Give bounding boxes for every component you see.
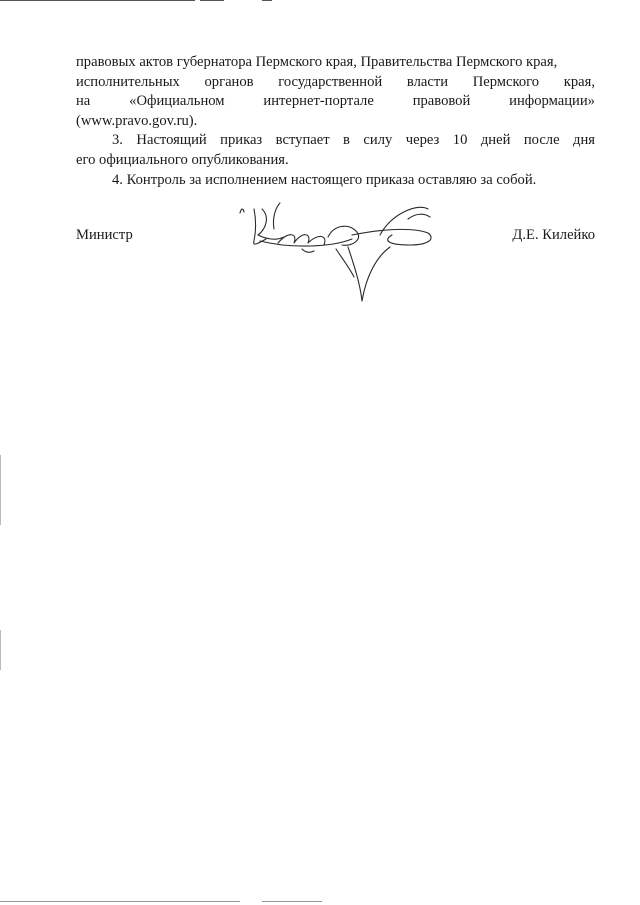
scan-artifact-top: [262, 0, 272, 1]
scan-artifact-top: [200, 0, 224, 1]
paragraph-item-4: 4. Контроль за исполнением настоящего приказа оставляю за собой.: [112, 171, 537, 188]
handwritten-signature: [232, 195, 442, 305]
word: «Официальном: [129, 93, 225, 110]
word: органов: [204, 73, 254, 90]
paragraph-item-3-line1: 3. Настоящий приказ вступает в силу через 10 дней после дня: [112, 132, 595, 149]
signatory-name: Д.Е. Килейко: [512, 227, 595, 243]
scan-artifact-bottom: [262, 901, 322, 902]
word: власти: [406, 73, 449, 90]
word: Пермского: [472, 73, 540, 90]
scan-artifact-left: [0, 630, 1, 670]
word: на: [76, 93, 91, 110]
word: исполнительных: [76, 73, 180, 90]
scan-artifact-bottom: [0, 901, 240, 902]
position-title: Министр: [76, 227, 133, 243]
word: края,: [563, 73, 595, 90]
word: государственной: [278, 73, 383, 90]
word: правовой: [412, 93, 471, 110]
word: интернет-портале: [263, 93, 374, 110]
text-line: [76, 92, 595, 112]
scan-artifact-left: [0, 455, 1, 525]
text-line: (www.pravo.gov.ru).: [76, 112, 198, 129]
paragraph-item-3-line2: его официального опубликования.: [76, 151, 289, 168]
word: информации»: [509, 93, 595, 110]
text-line: [76, 73, 595, 93]
scan-artifact-top: [0, 0, 195, 1]
text-line: правовых актов губернатора Пермского края, Правительства Пермского края,: [76, 54, 558, 70]
document-body: [76, 53, 595, 190]
